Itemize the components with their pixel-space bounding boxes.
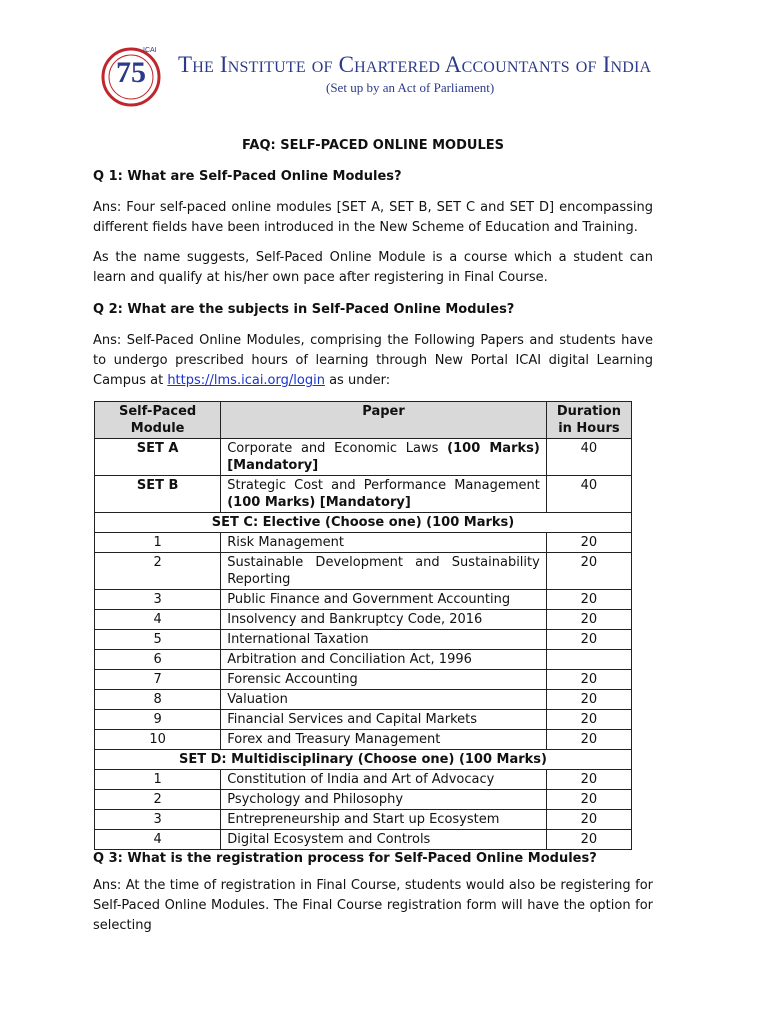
paper-cell: Forensic Accounting [221,670,547,690]
hours-cell: 20 [546,630,631,650]
hours-cell: 20 [546,830,631,850]
icai-75-logo-icon [96,40,166,110]
table-row-set-a [95,439,632,476]
hours-cell: 20 [546,610,631,630]
hours-cell: 20 [546,590,631,610]
hours-cell: 20 [546,533,631,553]
hours-cell: 40 [546,476,631,513]
answer-2 [93,331,653,391]
header-paper: Paper [221,402,547,439]
set-d-header: SET D: Multidisciplinary (Choose one) (100 Marks) [95,750,632,770]
hours-cell: 20 [546,810,631,830]
row-number-cell: 2 [95,790,221,810]
row-number-cell: 4 [95,610,221,630]
answer-3: Ans: At the time of registration in Final Course, students would also be registering for Self-Paced Online Modules. The Final Course registration form will have the option for selecting [93,878,653,933]
institute-name: The Institute of Chartered Accountants of India [178,52,652,77]
row-number-cell: 3 [95,590,221,610]
question-3: Q 3: What is the registration process for Self-Paced Online Modules? [93,851,597,866]
paper-cell [221,476,547,513]
paper-cell: Forex and Treasury Management [221,730,547,750]
table-row-set-b [95,476,632,513]
table-row [95,690,632,710]
institute-subtitle: (Set up by an Act of Parliament) [326,80,495,95]
row-number-cell: 8 [95,690,221,710]
paper-cell: Insolvency and Bankruptcy Code, 2016 [221,610,547,630]
document-body [93,138,653,946]
row-number-cell: 10 [95,730,221,750]
paper-cell: Digital Ecosystem and Controls [221,830,547,850]
paper-marks: (100 Marks) [Mandatory] [227,441,540,473]
hours-cell: 20 [546,790,631,810]
module-cell: SET B [95,476,221,513]
row-number-cell: 9 [95,710,221,730]
answer-1-para-2: As the name suggests, Self-Paced Online Module is a course which a student can learn and qualify at his/her own pace after registering in Final Course. [93,250,653,285]
table-row [95,710,632,730]
table-row [95,630,632,650]
letterhead [96,40,676,110]
hours-cell [546,650,631,670]
table-row [95,590,632,610]
table-header-row [95,402,632,439]
row-number-cell: 4 [95,830,221,850]
module-cell: SET A [95,439,221,476]
question-2: Q 2: What are the subjects in Self-Paced Online Modules? [93,302,515,317]
paper-name: Corporate and Economic Laws [227,441,439,456]
hours-cell: 20 [546,670,631,690]
paper-cell: Public Finance and Government Accounting [221,590,547,610]
paper-cell: Valuation [221,690,547,710]
table-row [95,790,632,810]
paper-cell: Sustainable Development and Sustainability Reporting [221,553,547,590]
paper-cell: International Taxation [221,630,547,650]
row-number-cell: 1 [95,533,221,553]
set-d-rows [95,770,632,850]
hours-cell: 20 [546,690,631,710]
set-d-header-row [95,750,632,770]
hours-cell: 20 [546,770,631,790]
hours-cell: 40 [546,439,631,476]
table-row [95,650,632,670]
header-module: Self-Paced Module [95,402,221,439]
answer-2-tail: as under: [329,373,391,388]
set-c-header: SET C: Elective (Choose one) (100 Marks) [95,513,632,533]
table-row [95,830,632,850]
answer-1-para-1: Ans: Four self-paced online modules [SET A, SET B, SET C and SET D] encompassing different fields have been introduced in the New Scheme of Education and Training. [93,200,653,235]
paper-name: Strategic Cost and Performance Management [227,478,540,493]
table-row [95,533,632,553]
modules-table [94,401,632,850]
table-row [95,553,632,590]
row-number-cell: 1 [95,770,221,790]
row-number-cell: 3 [95,810,221,830]
svg-text:ICAI: ICAI [143,47,157,54]
table-row [95,610,632,630]
table-row [95,810,632,830]
table-row [95,670,632,690]
row-number-cell: 5 [95,630,221,650]
set-c-header-row [95,513,632,533]
paper-marks: (100 Marks) [Mandatory] [227,495,411,510]
paper-cell: Psychology and Philosophy [221,790,547,810]
paper-cell: Entrepreneurship and Start up Ecosystem [221,810,547,830]
lms-login-link[interactable]: https://lms.icai.org/login [167,373,325,388]
table-row [95,730,632,750]
header-duration: Duration in Hours [546,402,631,439]
paper-cell: Risk Management [221,533,547,553]
answer-2-intro: Ans: Self-Paced Online Modules, comprising the Following Papers and students have to undergo prescribed hours of learning through New Portal ICAI digital Learning Campus at [93,333,653,388]
paper-cell: Arbitration and Conciliation Act, 1996 [221,650,547,670]
row-number-cell: 7 [95,670,221,690]
faq-title: FAQ: SELF-PACED ONLINE MODULES [242,138,504,153]
table-row [95,770,632,790]
paper-cell: Constitution of India and Art of Advocacy [221,770,547,790]
svg-text:75: 75 [116,56,146,89]
paper-cell: Financial Services and Capital Markets [221,710,547,730]
hours-cell: 20 [546,710,631,730]
row-number-cell: 2 [95,553,221,590]
paper-cell [221,439,547,476]
hours-cell: 20 [546,553,631,590]
row-number-cell: 6 [95,650,221,670]
set-c-rows [95,533,632,750]
hours-cell: 20 [546,730,631,750]
question-1: Q 1: What are Self-Paced Online Modules? [93,169,402,184]
